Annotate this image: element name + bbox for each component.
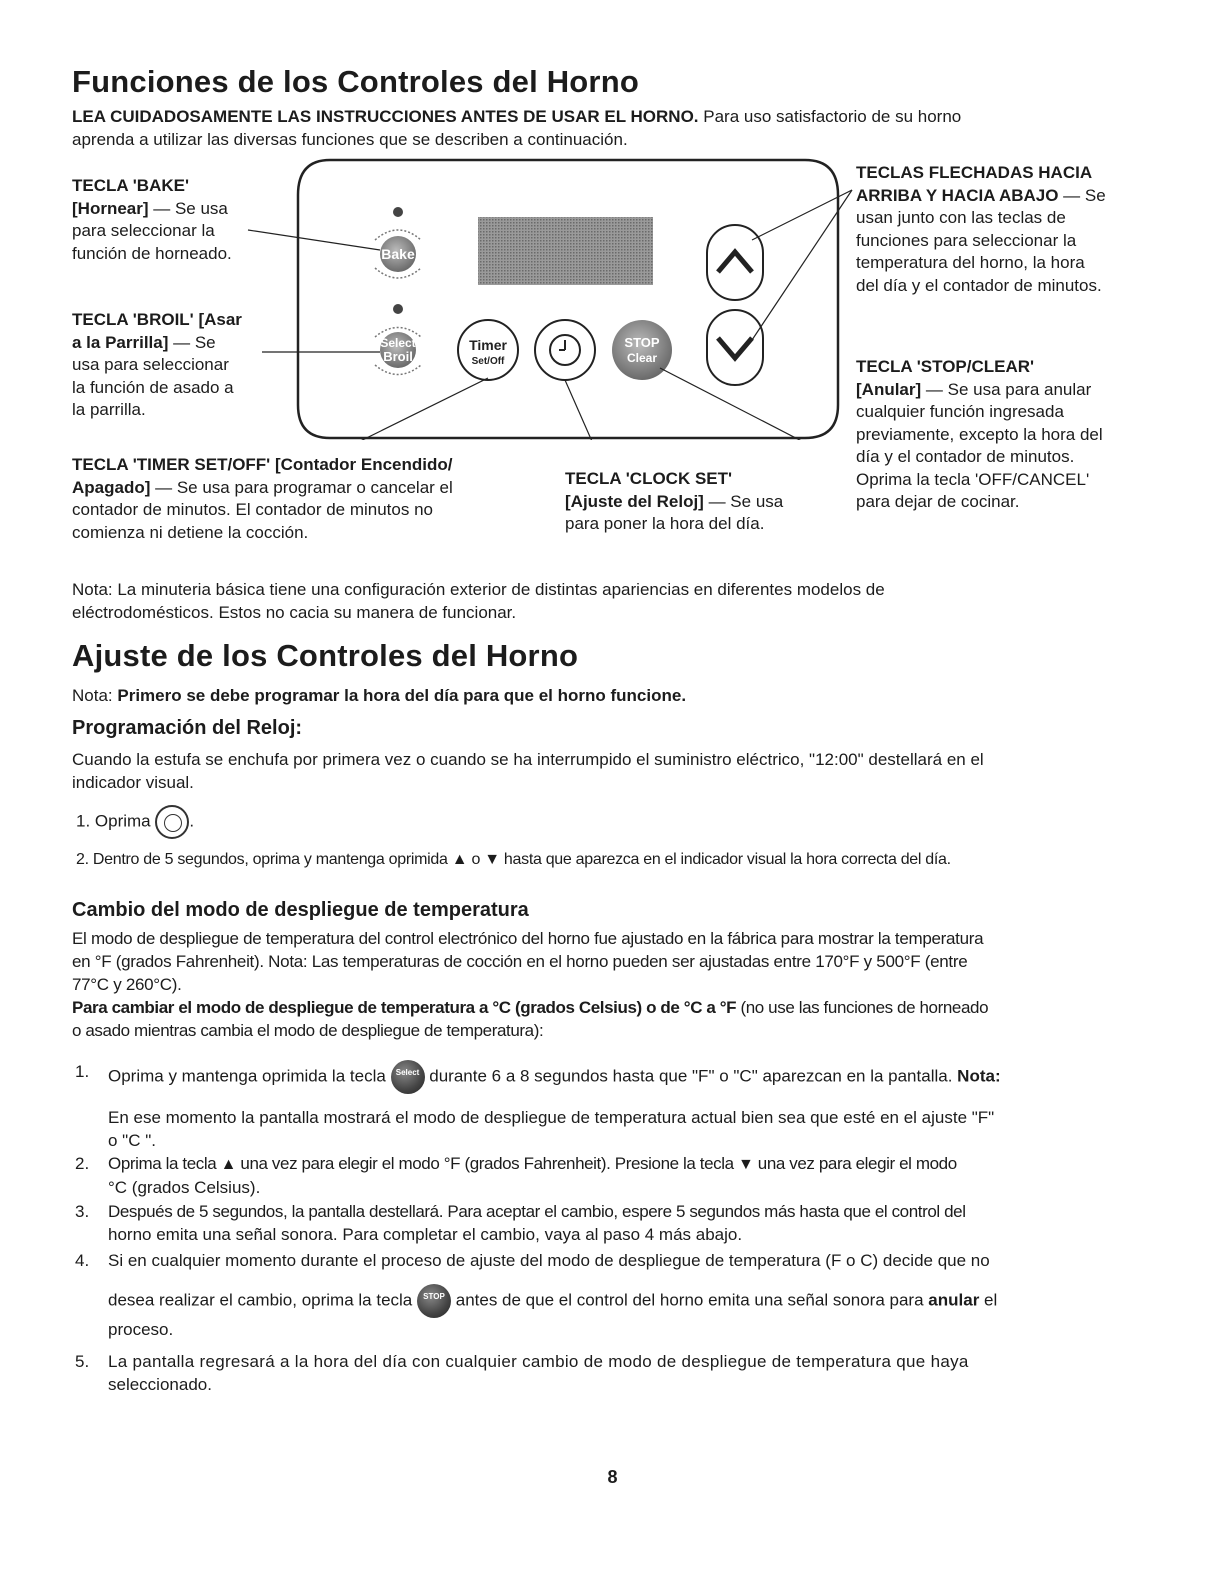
temp-step4-e: proceso. <box>108 1320 174 1339</box>
temp-step2-c: una vez para elegir el modo <box>757 1154 957 1173</box>
stop-clear-key-icon: STOP <box>417 1284 451 1318</box>
label-broil-title2: a la Parrilla] <box>72 332 169 352</box>
temp-p1: El modo de despliegue de temperatura del control electrónico del horno fue ajustado en la fábrica para mostrar la temperatura <box>72 929 984 948</box>
temp-step4-num: 4. <box>75 1251 90 1270</box>
temp-step2-b: una vez para elegir el modo °F (grados Fahrenheit). Presione la tecla <box>240 1154 734 1173</box>
temp-step1-d: o "C ". <box>108 1131 156 1150</box>
label-clock-l3: para poner la hora del día. <box>565 514 765 533</box>
temp-step3 <box>75 1200 1135 1246</box>
clear-key-label: Clear <box>626 351 658 365</box>
temp-step1-num: 1. <box>75 1062 90 1081</box>
temp-step2-a: Oprima la tecla <box>108 1154 217 1173</box>
temp-paragraph <box>72 927 1157 996</box>
temp-step4-a: Si en cualquier momento durante el proceso de ajuste del modo de despliegue de temperatura (F o C) decide que no <box>108 1251 990 1270</box>
reloj-step2-o: o <box>471 851 481 868</box>
down-arrow-icon: ▼ <box>738 1156 754 1174</box>
clock-icon <box>155 805 189 839</box>
label-bake-title2: [Hornear] <box>72 198 149 218</box>
label-broil-title: TECLA 'BROIL' [Asar <box>72 310 242 329</box>
temp-step2-d: °C (grados Celsius). <box>108 1178 261 1198</box>
temp-bold-line1-rest: (no use las funciones de horneado <box>736 998 989 1017</box>
section-title-ajuste: Ajuste de los Controles del Horno <box>72 638 579 673</box>
label-bake <box>72 175 292 265</box>
up-arrow-icon: ▲ <box>220 1156 237 1174</box>
label-bake-l3: para seleccionar la <box>72 221 215 240</box>
temp-step2-num: 2. <box>75 1154 90 1173</box>
reloj-step2-a: 2. Dentro de 5 segundos, oprima y mantenga oprimida <box>76 851 448 868</box>
temp-step5 <box>75 1350 1135 1396</box>
label-arrows-l5: temperatura del horno, la hora <box>856 253 1085 272</box>
temp-step1-nota: Nota: <box>957 1066 1001 1086</box>
select-broil-key-icon: Select <box>391 1060 425 1094</box>
label-timer-l4: comienza ni detiene la cocción. <box>72 522 309 542</box>
label-stop-rest: — Se usa para anular <box>921 379 1092 399</box>
label-stop-l7: para dejar de cocinar. <box>856 492 1020 511</box>
label-clock-title2: [Ajuste del Reloj] <box>565 491 704 511</box>
temp-step5-a: La pantalla regresará a la hora del día con cualquier cambio de modo de despliegue de temperatura que haya <box>108 1352 969 1371</box>
temp-step5-num: 5. <box>75 1352 90 1371</box>
stop-clear-key <box>612 320 672 380</box>
label-clock-title: TECLA 'CLOCK SET' <box>565 469 733 488</box>
timer-key-label: Timer <box>469 337 507 353</box>
temp-step4-anular: anular <box>928 1290 980 1310</box>
timer-key <box>458 320 518 380</box>
intro-bold: LEA CUIDADOSAMENTE LAS INSTRUCCIONES ANTES DE USAR EL HORNO. <box>72 107 699 126</box>
clock-key <box>535 320 595 380</box>
temp-p2: en °F (grados Fahrenheit). Nota: Las temperaturas de cocción en el horno pueden ser ajustadas entre 170°F y 500°F (entre <box>72 952 968 971</box>
label-timer-rest: — Se usa para programar o cancelar el <box>150 477 453 497</box>
label-timer-title2: Apagado] <box>72 477 151 497</box>
temp-step5-b: seleccionado. <box>108 1375 212 1394</box>
temp-step4 <box>75 1249 1135 1341</box>
label-broil-l4: la función de asado a <box>72 377 234 397</box>
temp-step4-b: desea realizar el cambio, oprima la tecla <box>108 1290 413 1310</box>
label-timer-l3: contador de minutos. El contador de minutos no <box>72 500 433 519</box>
temp-step2 <box>75 1152 1135 1199</box>
label-broil-l5: la parrilla. <box>72 400 146 419</box>
up-arrow-key <box>707 225 763 300</box>
bake-key-label: Bake <box>381 246 415 262</box>
temp-step3-a: Después de 5 segundos, la pantalla destellará. Para aceptar el cambio, espere 5 segundos más hasta que el control del <box>108 1202 966 1221</box>
reloj-step2 <box>76 848 1156 871</box>
temp-bold-line1: Para cambiar el modo de despliegue de temperatura a °C (grados Celsius) o de °C a °F <box>72 998 737 1017</box>
temp-step1-b: durante 6 a 8 segundos hasta que "F" o "C" aparezcan en la pantalla. <box>429 1066 953 1086</box>
reloj-step2-c: hasta que aparezca en el indicador visual la hora correcta del día. <box>503 851 951 868</box>
broil-indicator-dot <box>393 304 403 314</box>
temp-bold-instruction <box>72 996 1157 1042</box>
note-hora-bold: Primero se debe programar la hora del día para que el horno funcione. <box>117 686 687 705</box>
down-arrow-icon: ▼ <box>484 851 500 869</box>
label-stop-l5: día y el contador de minutos. <box>856 447 1075 466</box>
label-stop-l6: Oprima la tecla 'OFF/CANCEL' <box>856 469 1090 489</box>
page-title: Funciones de los Controles del Horno <box>72 64 639 99</box>
reloj-paragraph <box>72 748 1152 794</box>
reloj-p2: indicador visual. <box>72 773 194 792</box>
label-stop-title: TECLA 'STOP/CLEAR' <box>856 357 1035 376</box>
label-stop-l4: previamente, excepto la hora del <box>856 424 1103 444</box>
label-stop-title2: [Anular] <box>856 379 922 399</box>
label-arrows-l6: del día y el contador de minutos. <box>856 275 1102 295</box>
temp-step3-num: 3. <box>75 1202 90 1221</box>
temp-step4-d: el <box>979 1290 998 1310</box>
reloj-step1-text: 1. Oprima <box>76 811 151 831</box>
subsection-title-reloj: Programación del Reloj: <box>72 717 303 739</box>
select-key-label: Select <box>380 336 416 350</box>
label-arrows-title: TECLAS FLECHADAS HACIA <box>856 163 1093 182</box>
temp-bold-line2: o asado mientras cambia el modo de despliegue de temperatura): <box>72 1021 544 1040</box>
note-minuteria <box>72 578 1152 624</box>
reloj-step1-period: . <box>189 811 195 831</box>
label-arrows-title2: ARRIBA Y HACIA ABAJO <box>856 185 1059 205</box>
down-arrow-key <box>707 310 763 385</box>
temp-step1-a: Oprima y mantenga oprimida la tecla <box>108 1066 386 1086</box>
reloj-p1: Cuando la estufa se enchufa por primera vez o cuando se ha interrumpido el suministro eléctrico, "12:00" destellará en el <box>72 750 984 769</box>
label-bake-rest: — Se usa <box>148 198 228 218</box>
note-hora <box>72 684 1152 707</box>
temp-step1-c: En ese momento la pantalla mostrará el modo de despliegue de temperatura actual bien sea que esté en el ajuste "F" <box>108 1108 995 1127</box>
label-clock-rest: — Se usa <box>703 491 784 511</box>
setoff-key-label: Set/Off <box>471 356 505 367</box>
temp-step1 <box>75 1060 1135 1152</box>
label-bake-title: TECLA 'BAKE' <box>72 176 190 195</box>
label-broil-rest: — Se <box>168 332 216 352</box>
label-timer-title: TECLA 'TIMER SET/OFF' [Contador Encendido/ <box>72 455 453 474</box>
panel-outline <box>298 160 838 438</box>
label-arrows-l3: usan junto con las teclas de <box>856 208 1066 227</box>
subsection-title-temperatura: Cambio del modo de despliegue de temperatura <box>72 899 529 921</box>
broil-key-label: Broil <box>383 349 413 364</box>
label-arrows-l4: funciones para seleccionar la <box>856 230 1077 250</box>
select-broil-key <box>375 328 421 375</box>
label-broil-l3: usa para seleccionar <box>72 355 229 374</box>
label-stop-l3: cualquier función ingresada <box>856 402 1064 421</box>
stop-key-label: STOP <box>624 335 660 350</box>
up-arrow-icon: ▲ <box>451 851 468 869</box>
temp-p3: 77°C y 260°C). <box>72 975 182 994</box>
temp-step3-b: horno emita una señal sonora. Para completar el cambio, vaya al paso 4 más abajo. <box>108 1225 743 1244</box>
note-minuteria-l2: eléctrodomésticos. Estos no cacia su manera de funcionar. <box>72 603 517 622</box>
intro-text <box>72 105 1162 151</box>
intro-line2: aprenda a utilizar las diversas funciones que se describen a continuación. <box>72 130 628 149</box>
note-minuteria-l1: Nota: La minuteria básica tiene una configuración exterior de distintas apariencias en diferentes modelos de <box>72 580 885 599</box>
intro-rest: Para uso satisfactorio de su horno <box>698 107 962 126</box>
label-bake-l4: función de horneado. <box>72 243 232 263</box>
bake-indicator-dot <box>393 207 403 217</box>
label-arrows-rest: — Se <box>1058 185 1106 205</box>
label-timer <box>72 454 552 544</box>
page-number: 8 <box>607 1467 618 1487</box>
label-clock <box>565 468 845 536</box>
bake-key <box>375 230 421 278</box>
panel-display <box>478 217 653 285</box>
note-hora-prefix: Nota: <box>72 686 118 705</box>
temp-step4-c: antes de que el control del horno emita una señal sonora para <box>455 1290 924 1310</box>
label-stop <box>856 356 1156 514</box>
label-arrows <box>856 162 1156 297</box>
reloj-step1 <box>76 805 194 839</box>
label-broil <box>72 309 282 422</box>
